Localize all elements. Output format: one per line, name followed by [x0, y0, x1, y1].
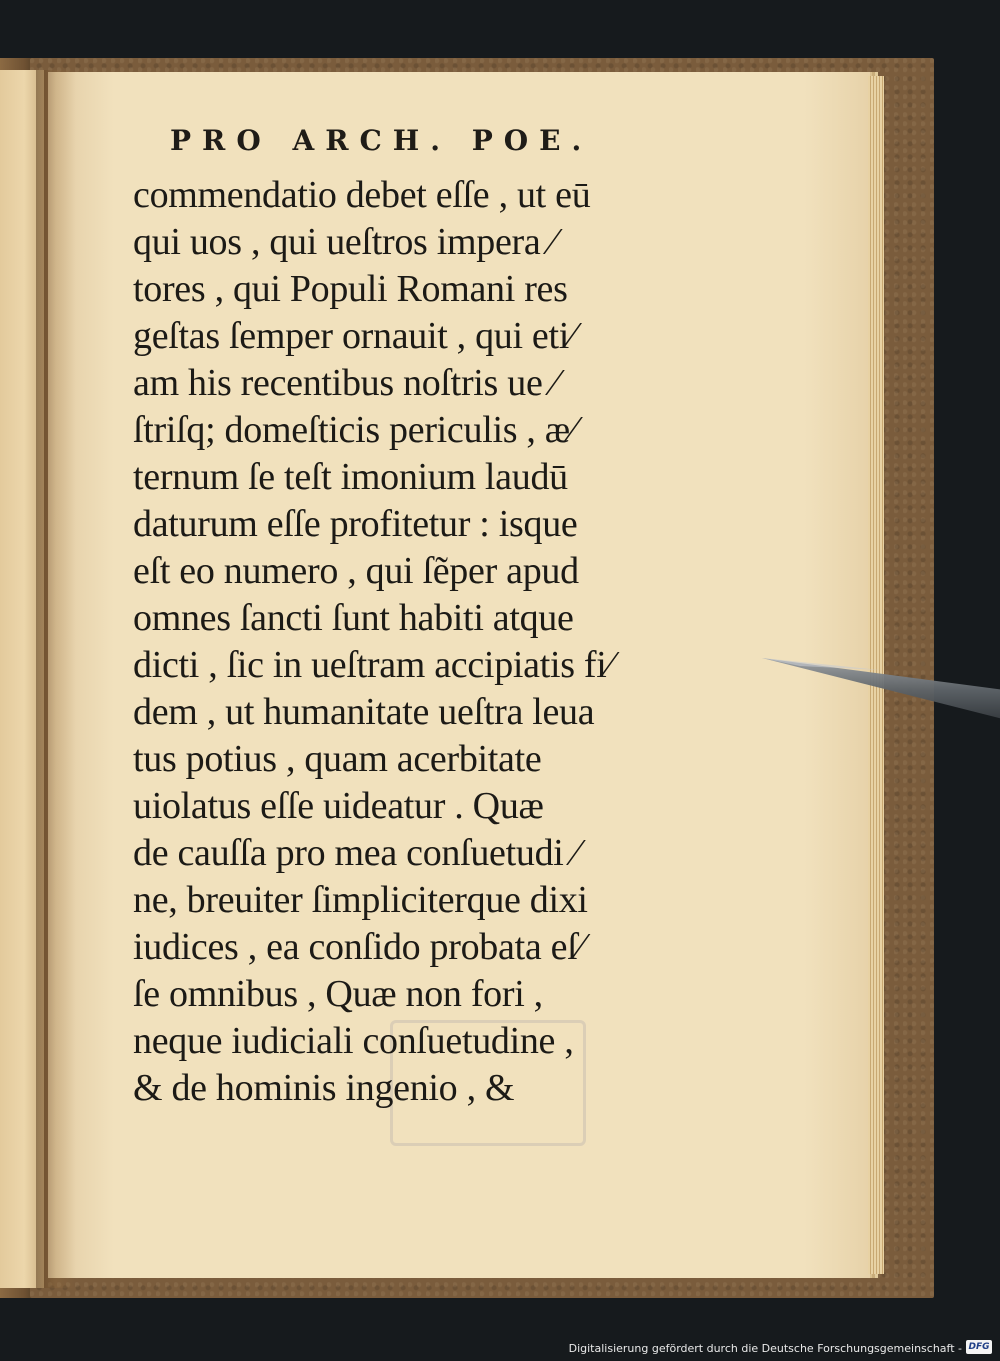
text-line: uiolatus eſſe uideatur . Quæ: [133, 785, 544, 827]
text-line: ne, breuiter ſimpliciterque dixi: [133, 879, 588, 921]
gutter-shadow: [36, 70, 76, 1288]
footer-bar: [0, 1334, 1000, 1361]
text-line: dicti , ſic in ueſtram accipiatis fi⁄: [133, 644, 613, 686]
text-line: iudices , ea conſido probata eſ⁄: [133, 926, 584, 968]
running-head: PRO ARCH. POE.: [170, 124, 593, 157]
text-line: tus potius , quam acerbitate: [133, 738, 542, 780]
text-line: tores , qui Populi Romani res: [133, 268, 568, 310]
text-block: [133, 172, 693, 1112]
page-fore-edge: [868, 76, 884, 1274]
text-line: omnes ſancti ſunt habiti atque: [133, 597, 574, 639]
text-line: am his recentibus noſtris ue ⁄: [133, 362, 558, 404]
text-line: commendatio debet eſſe , ut eū: [133, 174, 591, 216]
text-line: ſtriſq; domeſticis periculis , æ⁄: [133, 409, 576, 451]
text-line: eſt eo numero , qui ſẽper apud: [133, 550, 579, 592]
text-line: neque iudiciali conſuetudine ,: [133, 1020, 574, 1062]
dfg-logo-icon: DFG: [966, 1340, 992, 1354]
text-line: qui uos , qui ueſtros impera ⁄: [133, 221, 556, 263]
text-line: ternum ſe teſt imonium laudū: [133, 456, 568, 498]
text-line: geſtas ſemper ornauit , qui eti⁄: [133, 315, 576, 357]
text-line: dem , ut humanitate ueſtra leua: [133, 691, 595, 733]
text-line: de cauſſa pro mea conſuetudi ⁄: [133, 832, 579, 874]
text-line: daturum eſſe profitetur : isque: [133, 503, 578, 545]
text-line: ſe omnibus , Quæ non fori ,: [133, 973, 543, 1015]
text-line: & de hominis ingenio , &: [133, 1067, 515, 1109]
funding-credit: Digitalisierung gefördert durch die Deutsche Forschungsgemeinschaft -: [568, 1342, 962, 1355]
